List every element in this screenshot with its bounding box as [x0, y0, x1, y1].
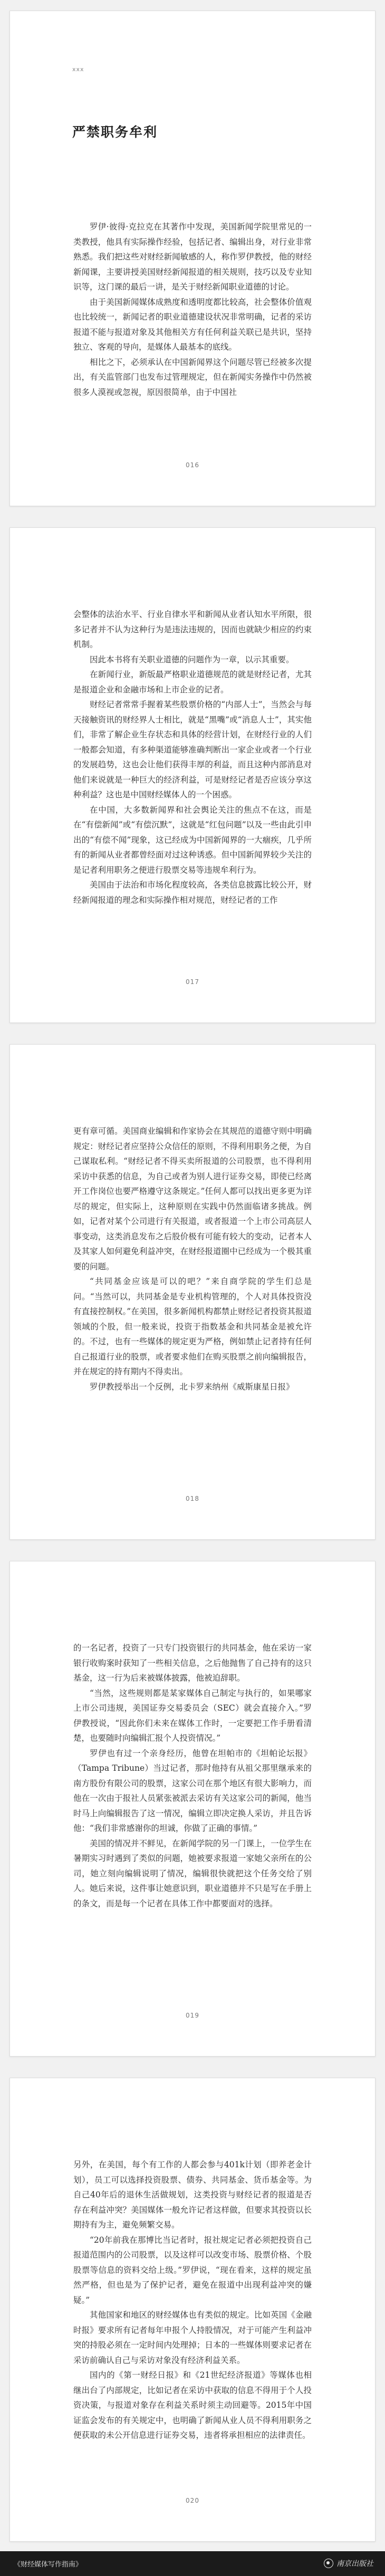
page-number: 020: [186, 2497, 199, 2504]
publisher-brand: [324, 2558, 373, 2569]
book-page-4: [9, 1561, 376, 2057]
paragraph: “20年前我在那博比当记者时，报社规定记者必须把投资自己报道范围内的公司股票，以及这样可以改变市场、股票价格、个股股票等信息的资料交给上级。”罗伊说，“现在看来，这样的规定虽然严格，但也是为了保护记者，避免在报道中出现利益冲突的嫌疑。”: [73, 2235, 312, 2305]
paragraph: 美国的情况并不鲜见，在新闻学院的另一门课上，一位学生在暑期实习时遇到了类似的问题，她被要求报道一家她父亲所在的公司，她立刻向编辑说明了情况，编辑很快就把这个任务交给了别人。她后来说，这件事让她意识到，职业道德并不只是写在手册上的条文，而是每一个记者在具体工作中都要面对的选择。: [73, 1838, 312, 1908]
book-page-5: [9, 2078, 376, 2542]
paragraph: 更有章可循。美国商业编辑和作家协会在其规范的道德守则中明确规定：财经记者应坚持公众信任的原则，不得利用职务之便，为自己谋取私利。“财经记者不得买卖所报道的公司股票，也不得利用采访中获悉的信息，为自己或者为别人进行证券交易，即使已经离开工作岗位也要严格遵守这条规定。”任何人都可以找出更多更为详尽的规定，但实际上，这种原则在实践中仍然面临诸多挑战。例如，记者对某个公司进行有关报道，或者报道一个上市公司高层人事变动，这类消息发布之后股价极有可能有较大的变动，记者本人及其家人如何避免利益冲突，在财经报道圈中已经成为一个极其重要的问题。: [73, 1126, 312, 1271]
page-body: [73, 219, 312, 400]
paragraph: 美国由于法治和市场化程度较高，各类信息披露比较公开，财经新闻报道的理念和实际操作相对规范，财经记者的工作: [73, 880, 312, 905]
page-body: [73, 607, 312, 908]
page-body: [73, 1641, 312, 1911]
footer-bar: [0, 2551, 385, 2576]
page-number: 018: [186, 1495, 199, 1502]
paragraph: “当然，这些规则都是某家媒体自己制定与执行的，如果哪家上市公司违规，美国证券交易委员会（SEC）就会直接介入。”罗伊教授说，“因此你们未来在媒体工作时，一定要把工作手册看清楚，也要随时向编辑汇报个人投资情况。”: [73, 1688, 312, 1743]
paragraph: 罗伊教授举出一个反例，北卡罗来纳州《威斯康星日报》: [90, 1382, 294, 1392]
paragraph: 因此本书将有关职业道德的问题作为一章，以示其重要。: [90, 654, 294, 664]
chapter-tag: xxx: [72, 66, 84, 73]
page-number: 016: [186, 461, 199, 469]
paragraph: 财经记者常常手握着某些股票价格的“内部人士”，当然会与每天接触资讯的财经界人士相比，就是“黑嘴”或“消息人士”，其实他们，非常了解企业生存状态和具体的经营计划，在财经行业的人们一般都会知道，有多种渠道能够准确判断出一家企业或者一个行业的发展趋势，这也会让他们获得丰厚的利益，而且这种内部消息对他们来说就是一种巨大的经济利益，可是财经记者是否应该分享这种利益？这也是中国财经媒体人的一个困惑。: [73, 700, 312, 799]
paragraph: 在中国，大多数新闻界和社会舆论关注的焦点不在这，而是在“有偿新闻”或“有偿沉默”，这就是“红包问题”以及一些由此引申出的“有偿不闻”现象，这已经成为中国新闻界的一大痼疾，几乎所有的新闻从业者都曾经面对过这种诱惑。但中国新闻界较少关注的是记者利用职务之便进行股票交易等违规牟利行为。: [73, 805, 312, 875]
book-title: 《财经媒体写作指南》: [14, 2561, 83, 2569]
paragraph: 罗伊·彼得·克拉克在其著作中发现，美国新闻学院里常见的一类教授，他具有实际操作经验，包括记者、编辑出身，对行业非常熟悉。我们把这些对财经新闻敏感的人，称作罗伊教授，他的财经新闻课，主要讲授美国财经新闻报道的相关规则，技巧以及专业知识等，这门课的最后一讲，是关于财经新闻职业道德的讨论。: [73, 222, 312, 292]
paragraph: 其他国家和地区的财经媒体也有类似的规定。比如英国《金融时报》要求所有记者每年申报个人持股情况，对于可能产生利益冲突的持股必须在一定时间内处理掉；日本的一些媒体则要求记者在采访前确认自己与采访对象没有经济利益关系。: [73, 2310, 312, 2365]
paragraph: 另外，在美国，每个有工作的人都会参与401k计划（即养老金计划），员工可以选择投资股票、债券、共同基金、货币基金等。为自己40年后的退休生活做规划，这类投资与财经记者的报道是否存在利益冲突？美国媒体一般允许记者这样做，但要求其投资以长期持有为主，避免频繁交易。: [73, 2160, 312, 2230]
paragraph: 相比之下，必须承认在中国新闻界这个问题尽管已经被多次提出，有关监管部门也发布过管理规定，但在新闻实务操作中仍然被很多人漠视或忽视，原因很简单，由于中国社: [73, 357, 312, 397]
paragraph: 罗伊也有过一个亲身经历，他曾在坦帕市的《坦帕论坛报》（Tampa Tribune）当过记者，那时他持有从祖父那里继承来的南方股份有限公司的股票，这家公司在那个地区有很大影响力，而他在一次由于报社人员紧张被派去采访有关这家公司的新闻，他当时马上向编辑报告了这一情况，编辑立即决定换人采访，并且告诉他：“我们非常感谢你的坦诚，你做了正确的事情。”: [73, 1748, 312, 1833]
page-number: 017: [186, 978, 199, 986]
book-page-3: [9, 1044, 376, 1540]
page-body: [73, 2157, 312, 2443]
paragraph: “共同基金应该是可以的吧？”来自商学院的学生们总是问。“当然可以，共同基金是专业机构管理的，个人对具体投资没有直接控制权。”在美国，很多新闻机构都禁止财经记者投资其报道领域的个股，但一般来说，投资于指数基金和共同基金是被允许的。不过，也有一些媒体的规定更为严格，例如禁止记者持有任何自己报道行业的股票，或者要求他们在购买股票之前向编辑报告，并在规定的持有期内不得卖出。: [73, 1277, 312, 1376]
paragraph: 由于美国新闻媒体成熟度和透明度都比较高，社会整体价值观也比较统一，新闻记者的职业道德建设状况非常明确，记者的采访报道不能与报道对象及其他相关方有任何利益关联已是共识，坚持独立、客观的导向，是媒体人最基本的底线。: [73, 297, 312, 352]
paragraph: 国内的《第一财经日报》和《21世纪经济报道》等媒体也相继出台了内部规定，比如记者在采访中获取的信息不得用于个人投资决策，与报道对象存在利益关系时须主动回避等。2015年中国证监会发布的有关规定中，也明确了新闻从业人员不得利用职务之便获取的未公开信息进行证券交易，违者将承担相应的法律责任。: [73, 2370, 312, 2440]
paragraph: 的一名记者，投资了一只专门投资银行的共同基金，他在采访一家银行收购案时获知了一些相关信息，之后他抛售了自己持有的这只基金，这一行为后来被媒体披露，他被迫辞职。: [73, 1643, 312, 1683]
publisher-name: 南京出版社: [336, 2560, 373, 2568]
page-body: [73, 1124, 312, 1394]
paragraph: 在新闻行业，新版最严格职业道德规范的就是财经记者，尤其是报道企业和金融市场和上市企业的记者。: [73, 670, 312, 694]
chapter-title: 严禁职务牟利: [72, 124, 158, 140]
book-page-1: [9, 11, 376, 506]
page-number: 019: [186, 2012, 199, 2019]
paragraph: 会整体的法治水平、行业自律水平和新闻从业者认知水平所限，很多记者并不认为这种行为是违法违规的，因而也就缺少相应的约束机制。: [73, 610, 312, 649]
book-page-2: [9, 527, 376, 1023]
publisher-logo-icon: [324, 2559, 333, 2568]
